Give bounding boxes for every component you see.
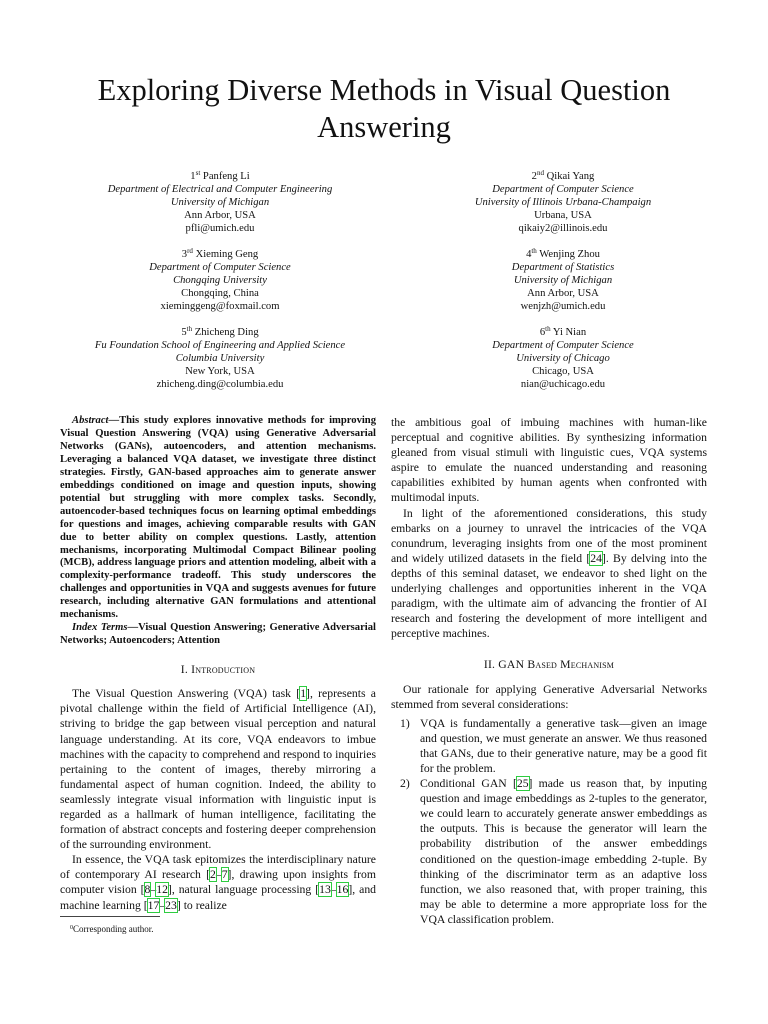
author-location: Ann Arbor, USA xyxy=(527,288,599,300)
citation-link[interactable]: [13–16] xyxy=(315,883,353,897)
author-university: University of Illinois Urbana-Champaign xyxy=(474,197,652,209)
author-university: University of Chicago xyxy=(516,353,610,365)
index-terms-label: Index Terms xyxy=(72,622,128,634)
citation-link[interactable]: [24] xyxy=(586,551,606,565)
title-line-2: Answering xyxy=(317,110,451,144)
author-name: 3rd Xieming Geng xyxy=(181,247,259,260)
author-name: 4th Wenjing Zhou xyxy=(526,247,600,260)
author-block-3 xyxy=(70,245,370,313)
citation-link[interactable]: [25] xyxy=(512,777,533,791)
author-email[interactable]: nian@uchicago.edu xyxy=(520,379,606,391)
abstract-label: Abstract xyxy=(72,415,109,426)
list-item: 1) VQA is fundamentally a generative task—given an image and question, we must generate an answer. We thus reasoned that GANs, due to their generative nature, may be a good fit for the problem. xyxy=(400,716,707,775)
author-email[interactable]: qikaiy2@illinois.edu xyxy=(518,223,608,235)
right-column xyxy=(391,415,707,927)
gan-intro-paragraph: Our rationale for applying Generative Adversarial Networks stemmed from several considerations: xyxy=(391,682,707,711)
list-item: 2) Conditional GAN [25] made us reason that, by inputing question and image embeddings as 2-tuples to the generator, we could learn to accurately generate answer embeddings as the outputs. This is because the generator will learn the probability distribution of the answer embeddings conditioned on the question-image embedding 2-tuple. By thinking of the discriminator term as an adaptive loss function, we also reasoned that, with proper training, this may be able to determine a more appropriate loss for the VQA classification problem. xyxy=(400,777,707,926)
title-line-1: Exploring Diverse Methods in Visual Question xyxy=(97,73,671,107)
citation-link[interactable]: [1] xyxy=(296,687,310,701)
author-department: Department of Statistics xyxy=(511,262,615,274)
citation-link[interactable]: [17–23] xyxy=(143,898,181,912)
author-block-2 xyxy=(413,167,713,235)
gan-considerations-list xyxy=(391,716,707,927)
author-department: Department of Electrical and Computer Engineering xyxy=(107,184,333,196)
intro-paragraph-3: the ambitious goal of imbuing machines with human-like perceptual and cognitive abilities. By synthesizing information gleaned from visual stimuli with linguistic cues, VQA systems aspire to emulate the nuanced understanding and reasoning capabilities exhibited by human agents when confronted with multimodal inputs. xyxy=(391,416,707,505)
author-email[interactable]: zhicheng.ding@columbia.edu xyxy=(156,379,284,391)
author-block-4 xyxy=(413,245,713,313)
author-location: Chicago, USA xyxy=(532,366,594,378)
author-department: Department of Computer Science xyxy=(149,262,291,274)
author-university: University of Michigan xyxy=(513,275,613,287)
abstract-text: —This study explores innovative methods for improving Visual Question Answering (VQA) using Generative Adversarial Networks (GANs), autoencoders, and attention mechanisms. Leveraging a balanced VQA dataset, we investigate three distinct strategies. Firstly, GAN-based approaches aim to generate answer embeddings conditioned on image and question inputs, showing potential but struggling with more complex tasks. Secondly, autoencoder-based techniques focus on learning optimal embeddings for questions and images, achieving comparable results with GAN due to better ability on complex questions. Lastly, attention mechanisms, incorporating Multimodal Compact Bilinear pooling (MCB), address language priors and attention modeling, albeit with a complexity-performance tradeoff. This study underscores the challenges and opportunities in VQA and suggests avenues for future research, including alternative GAN formulations and attentional mechanisms. xyxy=(60,415,376,621)
author-name: 1st Panfeng Li xyxy=(190,169,250,182)
paper-title xyxy=(60,72,708,146)
author-location: Chongqing, China xyxy=(181,288,259,300)
author-name: 5th Zhicheng Ding xyxy=(181,325,259,338)
author-location: Urbana, USA xyxy=(534,210,592,222)
index-terms xyxy=(60,622,376,648)
citation-link[interactable]: [8–12] xyxy=(140,883,172,897)
author-department: Department of Computer Science xyxy=(492,340,634,352)
left-column xyxy=(60,415,376,913)
section-heading-gan: II. GAN Based Mechanism xyxy=(483,658,615,672)
author-department: Fu Foundation School of Engineering and Applied Science xyxy=(94,340,346,352)
author-email[interactable]: pfli@umich.edu xyxy=(185,223,255,235)
citation-link[interactable]: [2–7] xyxy=(206,868,232,882)
intro-paragraph-4: In light of the aforementioned considerations, this study embarks on a journey to unravel the intricacies of the VQA conundrum, leveraging insights from one of the most prominent and widely utilized datasets in the field [24]. By delving into the depths of this seminal dataset, we endeavor to shed light on the underlying challenges and opportunities inherent in the VQA paradigm, with the ultimate aim of advancing the frontier of AI research and fostering the development of more intelligent and perceptive machines. xyxy=(391,506,707,641)
footnote: $^0$Corresponding author. xyxy=(70,924,154,934)
footnote-rule xyxy=(60,916,160,917)
author-department: Department of Computer Science xyxy=(492,184,634,196)
abstract-paragraph xyxy=(60,415,376,622)
author-name: 6th Yi Nian xyxy=(539,325,587,338)
intro-paragraph-1: The Visual Question Answering (VQA) task [1], represents a pivotal challenge within the field of Artificial Intelligence (AI), striving to bridge the gap between visual perception and natural language understanding. At its core, VQA endeavors to imbue machines with the capacity to comprehend and respond to inquiries pertaining to the content of images, thereby mirroring a fundamental aspect of human cognition. Indeed, the ability to seamlessly integrate visual information with linguistic input is regarded as a hallmark of human intelligence, facilitating the formation of abstract concepts and fostering deeper comprehension of the surrounding environment. xyxy=(60,687,376,852)
author-block-6 xyxy=(413,323,713,391)
author-email[interactable]: wenjzh@umich.edu xyxy=(520,301,606,313)
author-location: Ann Arbor, USA xyxy=(184,210,256,222)
author-university: Chongqing University xyxy=(173,275,267,287)
section-heading-introduction: I. Introduction xyxy=(180,663,256,677)
author-name: 2nd Qikai Yang xyxy=(531,169,595,182)
intro-paragraph-2: In essence, the VQA task epitomizes the interdisciplinary nature of contemporary AI research [2–7], drawing upon insights from computer vision [8–12], natural language processing [13–16], and machine learning [17–23] to realize xyxy=(60,853,377,912)
author-email[interactable]: xieminggeng@foxmail.com xyxy=(160,301,280,313)
index-terms-text: —Visual Question Answering; Generative Adversarial Networks; Autoencoders; Attention xyxy=(60,622,376,647)
author-university: Columbia University xyxy=(175,353,265,365)
author-location: New York, USA xyxy=(185,366,255,378)
abstract xyxy=(60,415,376,648)
author-university: University of Michigan xyxy=(170,197,270,209)
author-block-1 xyxy=(70,167,370,235)
author-block-5 xyxy=(60,323,380,391)
